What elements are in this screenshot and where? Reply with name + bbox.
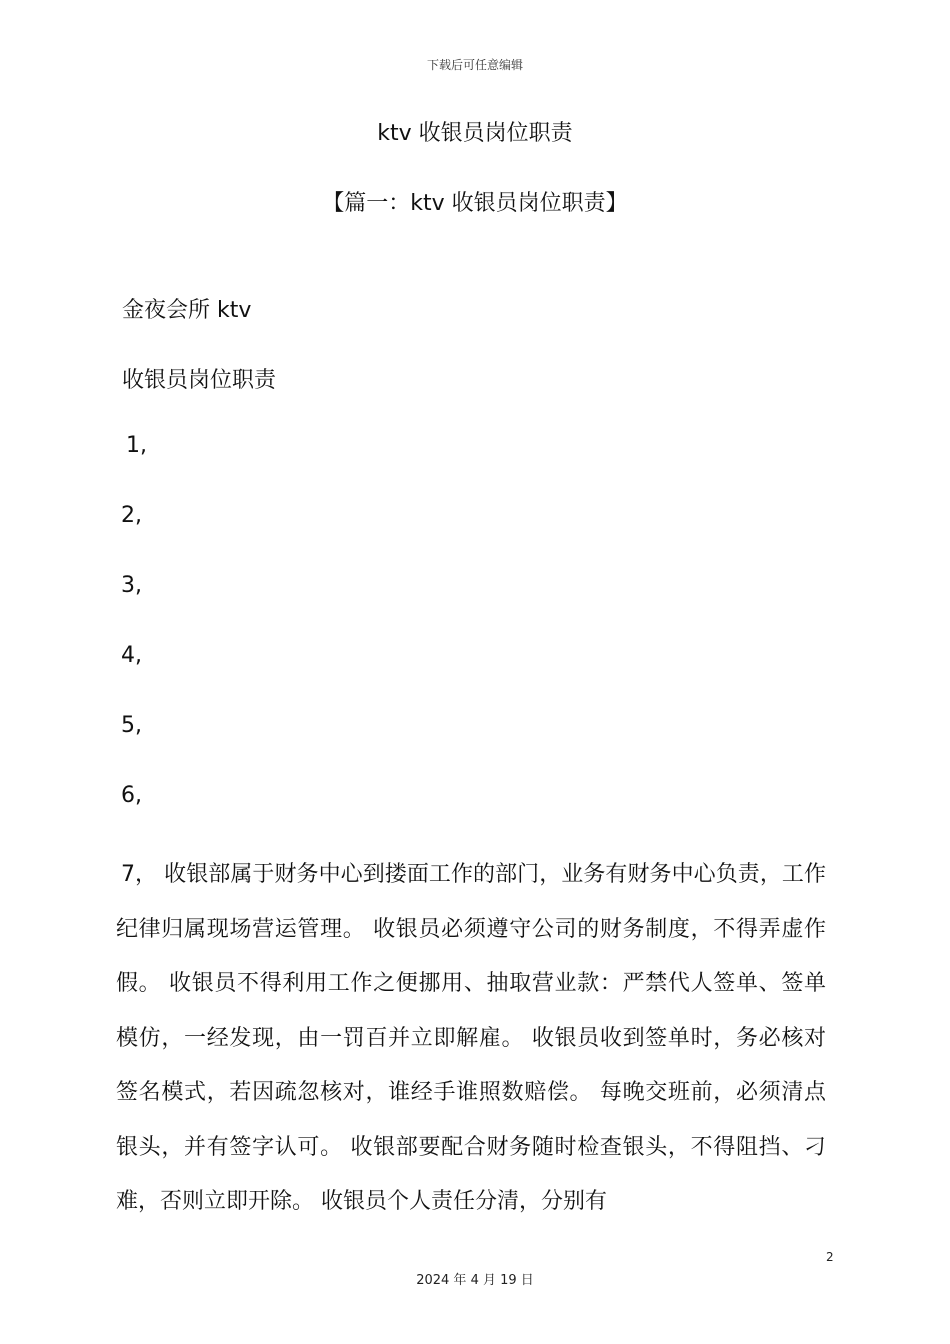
document-title: ktv 收银员岗位职责 — [377, 121, 573, 146]
section-heading: 收银员岗位职责 — [122, 368, 277, 393]
header-note: 下载后可任意编辑 — [426, 58, 523, 72]
numbered-item: 4, — [121, 643, 142, 668]
page-number: 2 — [826, 1250, 834, 1264]
numbered-item: 6, — [121, 783, 142, 808]
numbered-item: 3, — [121, 573, 142, 598]
body-paragraph: 7， 收银部属于财务中心到搂面工作的部门，业务有财务中心负责，工作纪律归属现场营运管理。 收银员必须遵守公司的财务制度，不得弄虚作假。 收银员不得利用工作之便挪用、抽取营业款：严禁代人签单、签单模仿，一经发现，由一罚百并立即解雇。 收银员收到签单时，务必核对签名模式，若因疏忽核对，谁经手谁照数赔偿。 每晚交班前，必须清点银头，并有签字认可。 收银部要配合财务随时检查银头，不得阻挡、刁难，否则立即开除。 收银员个人责任分清，分别有 — [116, 862, 826, 1214]
numbered-item: 5, — [121, 713, 142, 738]
numbered-item: 2, — [121, 503, 142, 528]
document-subtitle: 【篇一：ktv 收银员岗位职责】 — [322, 191, 628, 216]
footer-date: 2024 年 4 月 19 日 — [416, 1273, 534, 1288]
company-name: 金夜会所 ktv — [122, 298, 252, 323]
numbered-item: 1, — [126, 433, 147, 458]
